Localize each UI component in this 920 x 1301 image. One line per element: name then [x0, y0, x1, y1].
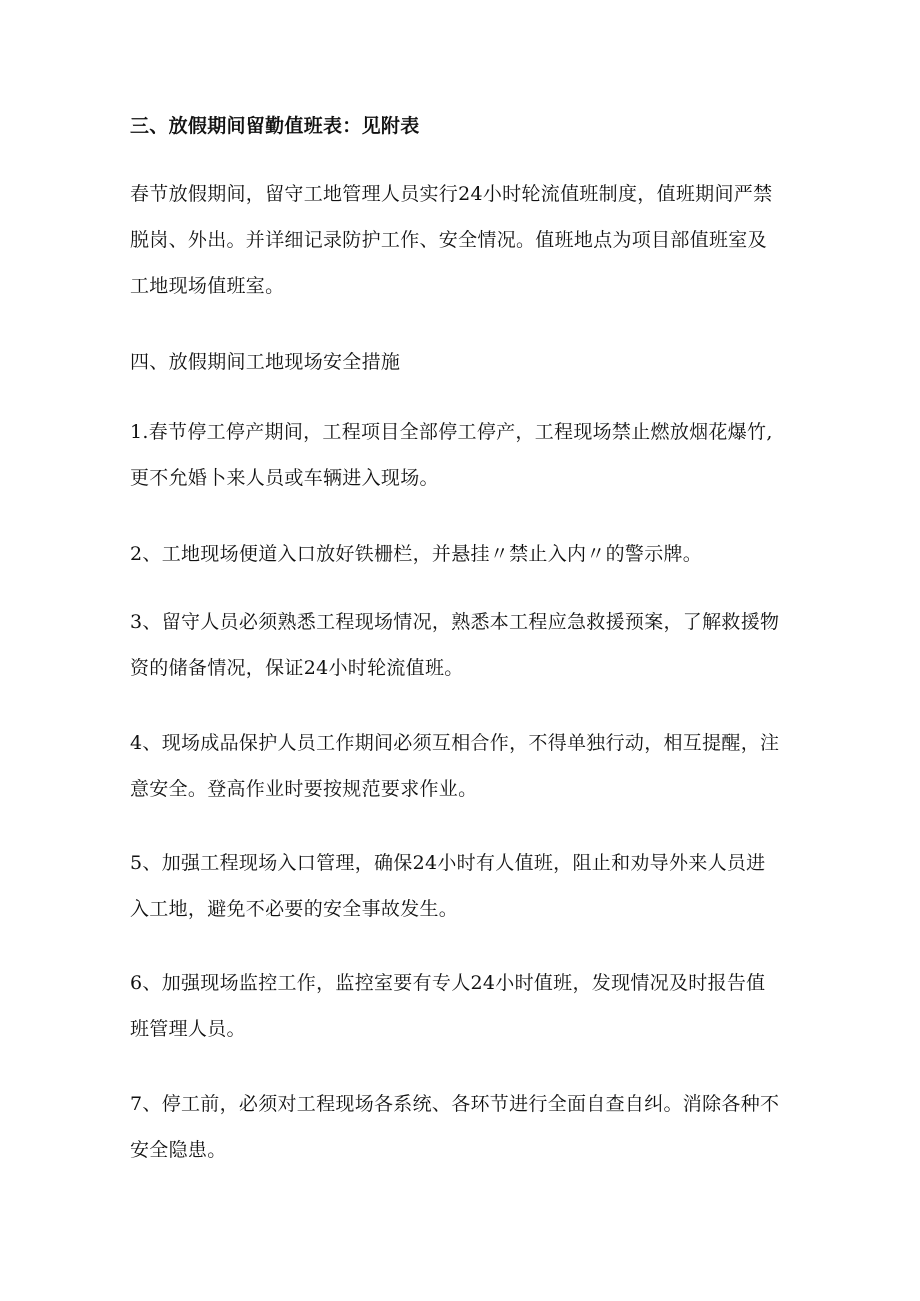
list-item-6	[130, 960, 802, 1052]
item-line: 3、留守人员必须熟悉工程现场情况，熟悉本工程应急救援预案，了解救援物	[130, 611, 780, 633]
list-item-2	[130, 531, 802, 577]
item-line: 1.春节停工停产期间，工程项目全部停工停产，工程现场禁止燃放烟花爆竹,	[130, 421, 773, 443]
section-4-heading: 四、放假期间工地现场安全措施	[130, 351, 401, 373]
item-line: 更不允婚卜来人员或车辆进入现场。	[130, 467, 439, 489]
section-3-heading: 三、放假期间留勤值班表：见附表	[130, 115, 420, 137]
list-item-4	[130, 720, 802, 812]
body-line: 脱岗、外出。并详细记录防护工作、安全情况。值班地点为项目部值班室及	[130, 229, 767, 251]
list-item-5	[130, 840, 802, 932]
item-line: 安全隐患。	[130, 1139, 227, 1161]
item-line: 7、停工前，必须对工程现场各系统、各环节进行全面自查自纠。消除各种不	[130, 1093, 780, 1115]
list-item-1	[130, 409, 802, 501]
body-line: 春节放假期间，留守工地管理人员实行24小时轮流值班制度，值班期间严禁	[130, 183, 773, 205]
body-line: 工地现场值班室。	[130, 275, 285, 297]
item-line: 资的储备情况，保证24小时轮流值班。	[130, 657, 464, 679]
item-line: 6、加强现场监控工作，监控室要有专人24小时值班，发现情况及时报告值	[130, 972, 766, 994]
item-line: 入工地，避免不必要的安全事故发生。	[130, 898, 459, 920]
list-item-7	[130, 1081, 802, 1173]
list-item-3	[130, 599, 802, 691]
item-line: 4、现场成品保护人员工作期间必须互相合作，不得单独行动，相互提醒，注	[130, 732, 780, 754]
item-line: 意安全。登高作业时要按规范要求作业。	[130, 778, 478, 800]
section-3-body	[130, 171, 802, 309]
item-line: 2、工地现场便道入口放好铁栅栏，并悬挂〃禁止入内〃的警示牌。	[130, 543, 703, 565]
item-line: 班管理人员。	[130, 1018, 246, 1040]
item-line: 5、加强工程现场入口管理，确保24小时有人值班，阻止和劝导外来人员进	[130, 852, 766, 874]
